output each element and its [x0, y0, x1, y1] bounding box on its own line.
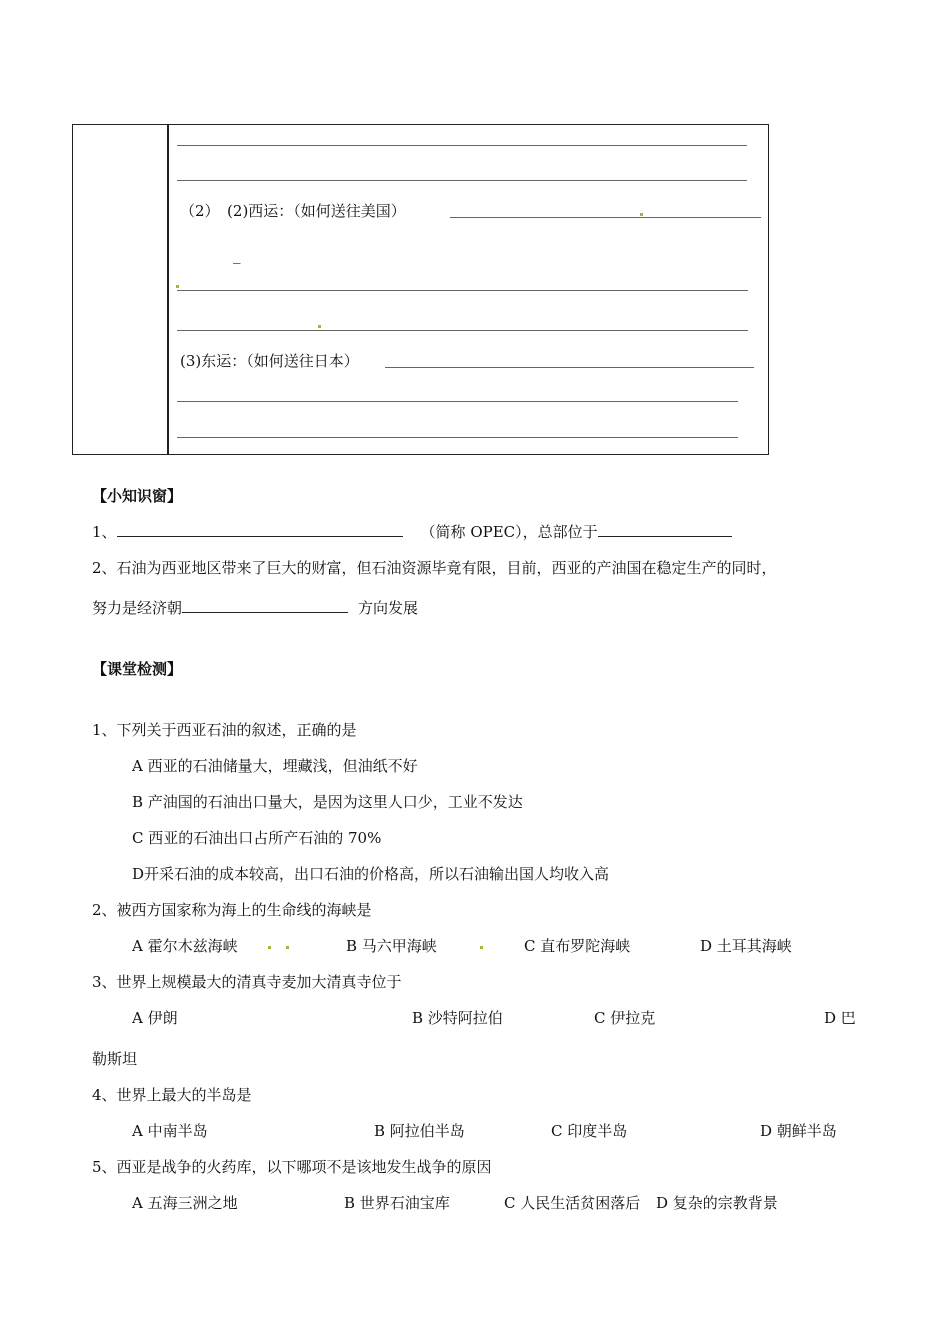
- item1-prefix: 1、: [92, 523, 117, 541]
- west-dash: _: [233, 246, 241, 264]
- knowledge-item-2-line-1: 2、石油为西亚地区带来了巨大的财富，但石油资源毕竟有限，目前，西亚的产油国在稳定生产的同时，: [92, 559, 777, 577]
- knowledge-heading: 【小知识窗】: [92, 487, 183, 505]
- question-5-option-d[interactable]: D 复杂的宗教背景: [656, 1194, 778, 1212]
- speck-mark: [286, 946, 289, 949]
- item2-prefix: 努力是经济朝: [92, 599, 183, 617]
- answer-line[interactable]: [177, 401, 738, 402]
- knowledge-item-1: [92, 521, 732, 542]
- speck-mark: [268, 946, 271, 949]
- question-1-option-d[interactable]: D开采石油的成本较高，出口石油的价格高，所以石油输出国人均收入高: [132, 865, 610, 883]
- question-3-option-d[interactable]: D 巴: [824, 1009, 856, 1027]
- question-1-option-c[interactable]: C 西亚的石油出口占所产石油的 70%: [132, 829, 382, 847]
- economy-direction-blank[interactable]: [182, 598, 348, 613]
- question-3-option-b[interactable]: B 沙特阿拉伯: [412, 1009, 503, 1027]
- answer-line[interactable]: [177, 437, 738, 438]
- question-5-option-c[interactable]: C 人民生活贫困落后: [504, 1194, 641, 1212]
- question-3-stem: 3、世界上规模最大的清真寺麦加大清真寺位于: [92, 973, 402, 991]
- question-4-option-a[interactable]: A 中南半岛: [132, 1122, 208, 1140]
- speck-mark: [176, 285, 179, 288]
- west-route-label: （2） (2)西运：（如何送往美国）: [180, 202, 406, 220]
- answer-line[interactable]: [177, 290, 748, 291]
- item1-mid: （简称 OPEC），总部位于: [420, 523, 598, 541]
- quiz-heading: 【课堂检测】: [92, 660, 183, 678]
- answer-line[interactable]: [177, 145, 747, 146]
- question-5-option-a[interactable]: A 五海三洲之地: [132, 1194, 238, 1212]
- opec-full-name-blank[interactable]: [117, 522, 403, 537]
- speck-mark: [480, 946, 483, 949]
- answer-line[interactable]: [177, 330, 748, 331]
- question-3-option-a[interactable]: A 伊朗: [132, 1009, 178, 1027]
- question-1-option-a[interactable]: A 西亚的石油储量大，埋藏浅，但油纸不好: [132, 757, 418, 775]
- question-5-option-b[interactable]: B 世界石油宝库: [344, 1194, 450, 1212]
- question-1-option-b[interactable]: B 产油国的石油出口量大，是因为这里人口少，工业不发达: [132, 793, 523, 811]
- question-4-stem: 4、世界上最大的半岛是: [92, 1086, 252, 1104]
- question-2-stem: 2、被西方国家称为海上的生命线的海峡是: [92, 901, 372, 919]
- question-2-option-a[interactable]: A 霍尔木兹海峡: [132, 937, 238, 955]
- question-2-option-d[interactable]: D 土耳其海峡: [700, 937, 792, 955]
- answer-line[interactable]: [177, 180, 747, 181]
- knowledge-item-2-line-2: [92, 597, 418, 618]
- speck-mark: [640, 213, 643, 216]
- question-1-stem: 1、下列关于西亚石油的叙述，正确的是: [92, 721, 357, 739]
- question-4-option-d[interactable]: D 朝鲜半岛: [760, 1122, 837, 1140]
- question-2-option-c[interactable]: C 直布罗陀海峡: [524, 937, 631, 955]
- west-answer-line[interactable]: [450, 217, 761, 218]
- question-2-option-b[interactable]: B 马六甲海峡: [346, 937, 437, 955]
- question-4-option-b[interactable]: B 阿拉伯半岛: [374, 1122, 465, 1140]
- table-column-divider: [167, 124, 169, 455]
- question-4-option-c[interactable]: C 印度半岛: [551, 1122, 628, 1140]
- item2-suffix: 方向发展: [358, 599, 419, 617]
- east-route-label: (3)东运：（如何送往日本）: [180, 352, 359, 370]
- question-3-option-c[interactable]: C 伊拉克: [594, 1009, 656, 1027]
- question-5-stem: 5、西亚是战争的火药库，以下哪项不是该地发生战争的原因: [92, 1158, 492, 1176]
- question-3-option-d-wrap[interactable]: 勒斯坦: [92, 1050, 138, 1068]
- speck-mark: [318, 325, 321, 328]
- east-answer-line[interactable]: [385, 367, 754, 368]
- opec-headquarters-blank[interactable]: [598, 522, 732, 537]
